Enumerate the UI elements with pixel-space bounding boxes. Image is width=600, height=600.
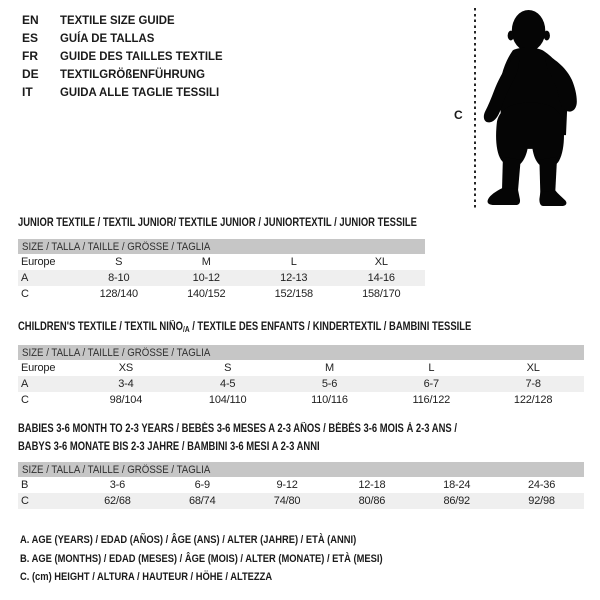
size-cell: 158/170 [362, 288, 401, 300]
language-item-fr [22, 47, 231, 65]
language-code: EN [22, 13, 39, 27]
table-row-height [18, 392, 584, 408]
size-cell: 80/86 [358, 495, 386, 507]
size-cell: 3-6 [109, 479, 126, 491]
junior-size-table [18, 239, 425, 302]
table-row-europe [18, 360, 584, 376]
language-label: GUIDA ALLE TAGLIE TESSILI [60, 85, 220, 99]
size-cell: 14-16 [367, 272, 395, 284]
babies-heading-line1-text: BABIES 3-6 MONTH TO 2-3 YEARS / BEBÉS 3-6 MESES A 2-3 AÑOS / BÉBÉS 3-6 MOIS À 2-3 ANS / [18, 423, 457, 435]
language-code: FR [22, 49, 38, 63]
table-row-europe [18, 254, 425, 270]
babies-heading-line2 [18, 438, 553, 456]
language-item-de [22, 65, 231, 83]
language-label: GUIDE DES TAILLES TEXTILE [60, 49, 223, 63]
size-cell: 4-5 [220, 378, 236, 390]
row-label: B [21, 479, 29, 491]
language-item-en [22, 11, 231, 29]
size-header-bar [18, 462, 584, 477]
height-measure-label: C [454, 108, 463, 122]
size-cell: XS [118, 362, 134, 374]
size-cell: L [290, 256, 297, 268]
table-row-age [18, 376, 584, 392]
table-row-months [18, 477, 584, 493]
row-label: A [21, 272, 29, 284]
size-cell: 12-18 [358, 479, 386, 491]
size-cell: 62/68 [104, 495, 131, 507]
table-row-age [18, 270, 425, 286]
language-label: TEXTILGRÖßENFÜHRUNG [60, 67, 206, 81]
size-cell: 3-4 [118, 378, 134, 390]
children-heading-subscript: /A [183, 325, 190, 334]
footnote-c [20, 568, 447, 587]
size-cell: 10-12 [192, 272, 220, 284]
size-cell: 12-13 [280, 272, 308, 284]
size-header-text: SIZE / TALLA / TAILLE / GRÖSSE / TAGLIA [22, 463, 211, 476]
footnote-a [20, 531, 447, 550]
junior-heading-text: JUNIOR TEXTILE / TEXTIL JUNIOR/ TEXTILE JUNIOR / JUNIORTEXTIL / JUNIOR TESSILE [18, 217, 417, 229]
size-cell: 116/122 [412, 394, 451, 406]
size-cell: XL [374, 256, 388, 268]
row-label: C [21, 394, 29, 406]
size-header-bar [18, 345, 584, 360]
size-cell: 122/128 [513, 394, 553, 406]
size-cell: 6-7 [423, 378, 439, 390]
table-header-row [18, 345, 584, 360]
language-label: TEXTILE SIZE GUIDE [60, 13, 175, 27]
language-item-es [22, 29, 231, 47]
footnote-b [20, 550, 447, 569]
size-cell: XL [526, 362, 540, 374]
row-label: C [21, 495, 29, 507]
table-row-height [18, 493, 584, 509]
children-size-table [18, 345, 584, 408]
size-cell: 9-12 [276, 479, 298, 491]
table-row-height [18, 286, 425, 302]
size-cell: 152/158 [274, 288, 313, 300]
size-cell: M [325, 362, 334, 374]
size-cell: L [428, 362, 435, 374]
size-cell: 5-6 [321, 378, 338, 390]
size-cell: S [115, 256, 123, 268]
size-cell: 18-24 [443, 479, 471, 491]
size-cell: 104/110 [208, 394, 247, 406]
children-section-heading [18, 319, 571, 338]
size-cell: 110/116 [311, 394, 348, 406]
size-cell: 98/104 [109, 394, 143, 406]
size-cell: 8-10 [108, 272, 130, 284]
language-list [22, 11, 231, 101]
babies-heading-line2-text: BABYS 3-6 MONATE BIS 2-3 JAHRE / BAMBINI 3-6 MESI A 2-3 ANNI [18, 441, 320, 453]
footnotes [20, 531, 447, 587]
footnote-a-text: A. AGE (YEARS) / EDAD (AÑOS) / ÂGE (ANS) / ALTER (JAHRE) / ETÀ (ANNI) [20, 534, 357, 546]
size-cell: 92/98 [528, 495, 555, 507]
size-cell: 68/74 [188, 495, 216, 507]
size-cell: 128/140 [99, 288, 138, 300]
babies-heading-line1 [18, 420, 553, 438]
language-code: DE [22, 67, 39, 81]
language-code: IT [22, 85, 33, 99]
size-header-text: SIZE / TALLA / TAILLE / GRÖSSE / TAGLIA [22, 240, 211, 253]
footnote-c-text: C. (cm) HEIGHT / ALTURA / HAUTEUR / HÖHE / ALTEZZA [20, 571, 273, 584]
children-heading-prefix: CHILDREN'S TEXTILE / TEXTIL NIÑO [18, 321, 184, 333]
size-cell: 86/92 [443, 495, 470, 507]
size-header-text: SIZE / TALLA / TAILLE / GRÖSSE / TAGLIA [22, 346, 211, 359]
children-heading-text [18, 319, 471, 338]
language-item-it [22, 83, 231, 101]
language-code: ES [22, 31, 39, 45]
row-label: C [21, 288, 29, 300]
row-label: A [21, 378, 29, 390]
size-cell: 74/80 [273, 495, 301, 507]
size-cell: 6-9 [194, 479, 210, 491]
table-header-row [18, 462, 584, 477]
language-label: GUÍA DE TALLAS [60, 31, 155, 45]
size-cell: M [201, 256, 211, 268]
size-header-bar [18, 239, 425, 254]
row-label: Europe [21, 362, 56, 374]
size-cell: 24-36 [528, 479, 556, 491]
footnote-b-text: B. AGE (MONTHS) / EDAD (MESES) / ÂGE (MOIS) / ALTER (MONATE) / ETÀ (MESI) [20, 552, 383, 565]
babies-section-heading [18, 420, 553, 456]
height-measure-line [474, 8, 476, 208]
size-cell: 140/152 [187, 288, 226, 300]
junior-section-heading [18, 215, 504, 231]
children-heading-suffix: / TEXTILE DES ENFANTS / KINDERTEXTIL / BAMBINI TESSILE [189, 321, 472, 333]
toddler-silhouette [481, 7, 582, 207]
babies-size-table [18, 462, 584, 509]
row-label: Europe [21, 256, 56, 268]
size-cell: 7-8 [525, 378, 541, 390]
size-cell: S [224, 362, 232, 374]
table-header-row [18, 239, 425, 254]
